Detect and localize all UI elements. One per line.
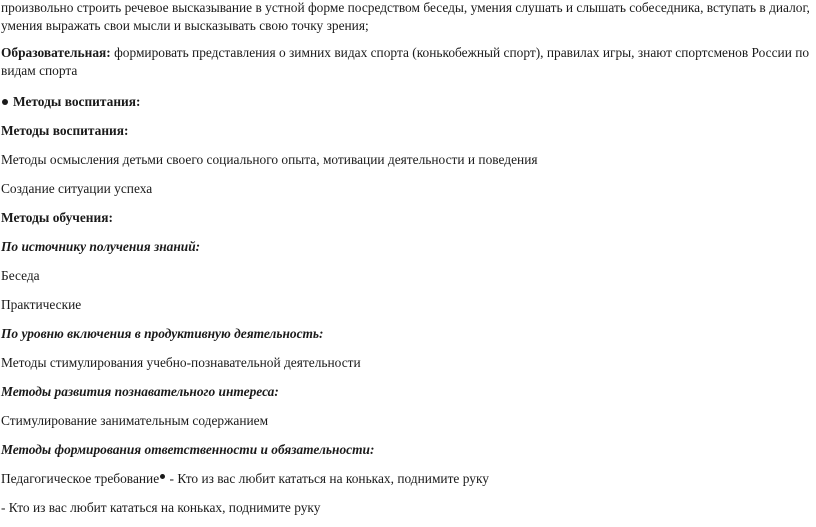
paragraph-social-experience-methods: Методы осмысления детьми своего социального опыта, мотивации деятельности и поведения bbox=[1, 152, 538, 167]
item-conversation: Беседа bbox=[1, 268, 40, 283]
heading-teaching-methods: Методы обучения: bbox=[1, 210, 113, 225]
paragraph-question-skating: - Кто из вас любит кататься на коньках, поднимите руку bbox=[1, 500, 321, 515]
paragraph-pedagogical-requirement bbox=[1, 470, 814, 488]
heading-responsibility-methods: Методы формирования ответственности и обязательности: bbox=[1, 442, 375, 457]
bullet-icon bbox=[2, 99, 8, 105]
heading-knowledge-source: По источнику получения знаний: bbox=[1, 239, 201, 254]
paragraph-educational-goal bbox=[1, 44, 814, 80]
paragraph-success-situation: Создание ситуации успеха bbox=[1, 181, 153, 196]
heading-productive-activity-level: По уровню включения в продуктивную деятельность: bbox=[1, 326, 324, 341]
item-practical: Практические bbox=[1, 297, 82, 312]
educational-goal-label: Образовательная: bbox=[1, 45, 111, 60]
heading-upbringing-methods-text: Методы воспитания: bbox=[13, 94, 141, 109]
heading-upbringing-methods: Методы воспитания: bbox=[1, 123, 129, 138]
pedagogical-requirement-question: - Кто из вас любит кататься на коньках, поднимите руку bbox=[166, 471, 489, 486]
heading-cognitive-interest-methods: Методы развития познавательного интереса: bbox=[1, 384, 279, 399]
bullet-icon bbox=[160, 474, 165, 479]
item-stimulation-methods: Методы стимулирования учебно-познавательной деятельности bbox=[1, 355, 361, 370]
heading-upbringing-methods-bulleted bbox=[1, 93, 814, 111]
item-entertaining-content: Стимулирование занимательным содержанием bbox=[1, 413, 269, 428]
paragraph-speech-skills: произвольно строить речевое высказывание в устной форме посредством беседы, умения слушать и слышать собеседника, вступать в диалог, умения выражать свои мысли и высказывать свою точку зрения; bbox=[1, 0, 810, 33]
pedagogical-requirement-label: Педагогическое требование bbox=[1, 471, 160, 486]
educational-goal-text: формировать представления о зимних видах спорта (конькобежный спорт), правилах игры, знают спортсменов России по видам спорта bbox=[1, 45, 810, 78]
